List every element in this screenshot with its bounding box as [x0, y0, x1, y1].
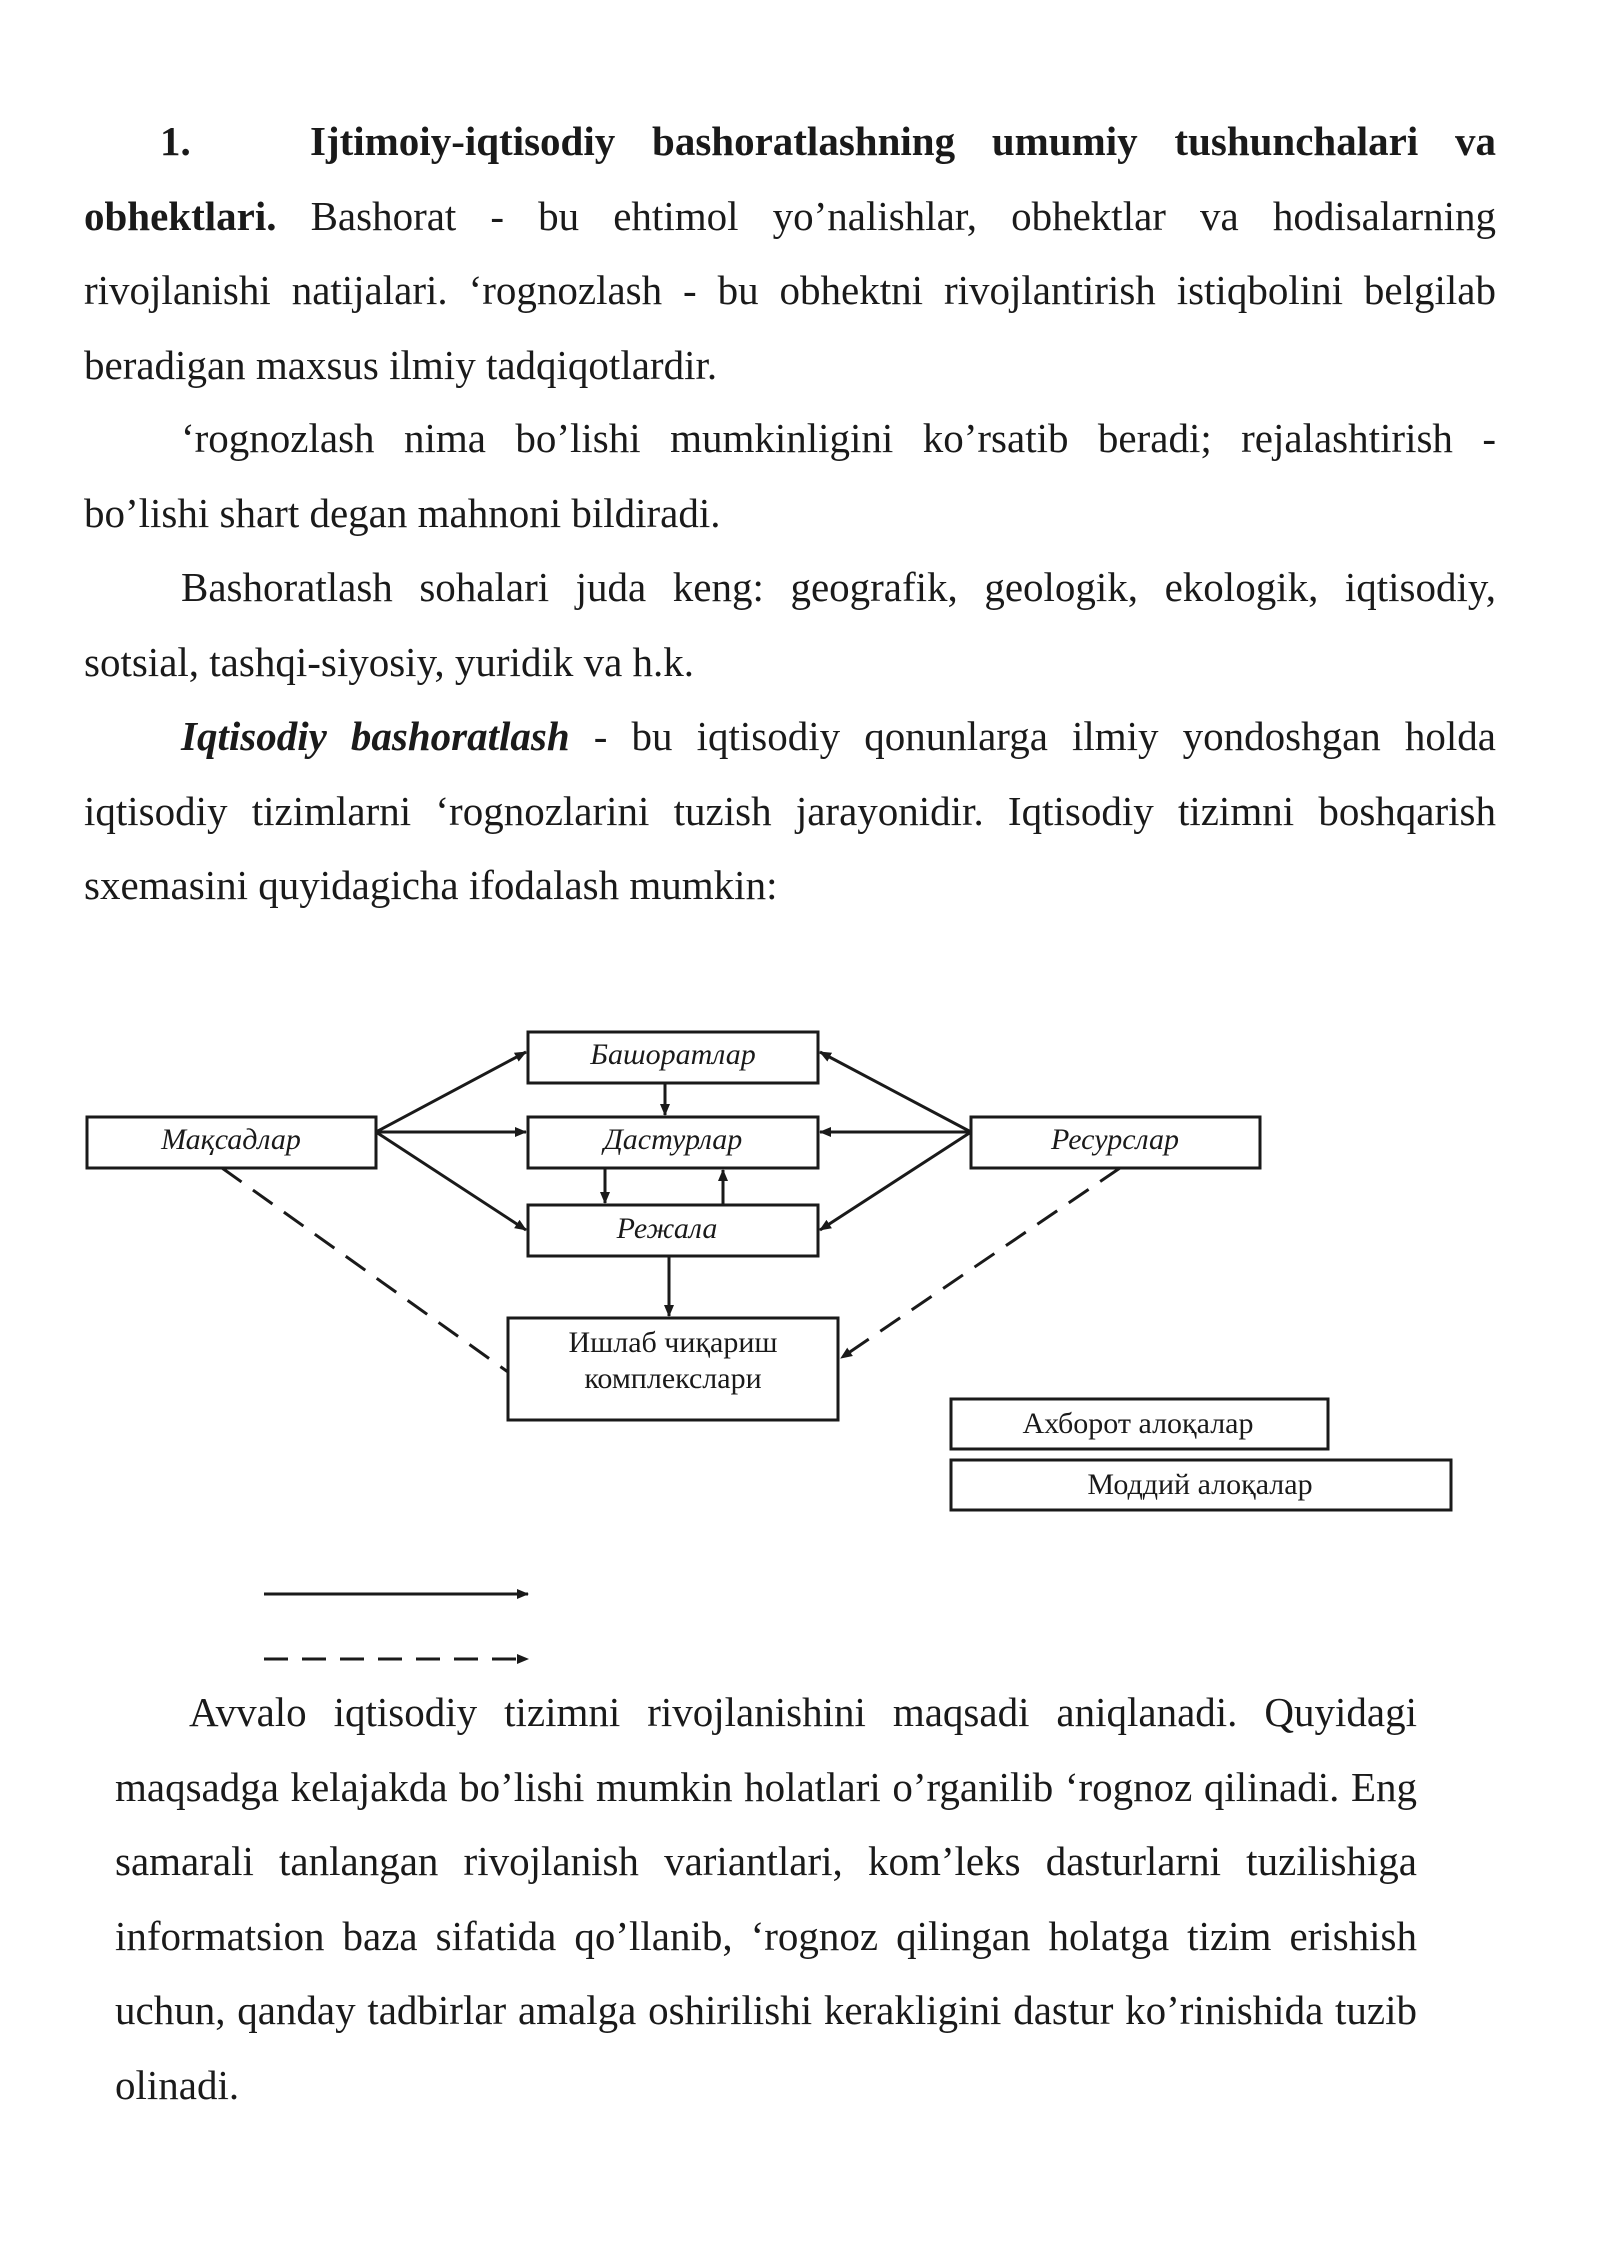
paragraph-forecasting-areas: Bashoratlash sohalari juda keng: geografik, geologik, ekologik, iqtisodiy, sotsial, tashqi-siyosiy, yuridik va h.k.	[84, 564, 1496, 685]
forecasts-label: Башоратлар	[590, 1038, 756, 1071]
resources-label: Ресурслар	[1051, 1123, 1179, 1156]
section-heading: Ijtimoiy-iqtisodiy bashoratlashning umumiy tushunchalari va obhektlari.	[84, 118, 1496, 239]
dashed-resources-to-production	[841, 1168, 1120, 1358]
legend-info-label: Ахборот алоқалар	[1022, 1407, 1254, 1440]
arrow-goals-to-forecasts	[376, 1052, 526, 1132]
paragraph4-text: - bu iqtisodiy qonunlarga ilmiy yondoshgan holda iqtisodiy tizimlarni ‘rognozlarini tuzish jarayonidir. Iqtisodiy tizimni boshqarish sxemasini quyidagicha ifodalash mumkin:	[84, 713, 1496, 908]
section-intro: Bashorat - bu ehtimol yo’nalishlar, obhektlar va hodisalarning rivojlanishi natijalari. ‘rognozlash - bu obhektni rivojlantirish istiqbolini belgilab beradigan maxsus ilmiy tadqiqotlardir.	[84, 192, 1496, 388]
production-label-line2: комплекслари	[584, 1362, 762, 1395]
dashed-goals-production	[222, 1168, 508, 1372]
plan-label: Режала	[616, 1212, 718, 1245]
term-economic-forecasting: Iqtisodiy bashoratlash	[181, 713, 570, 759]
programs-label: Дастурлар	[603, 1123, 743, 1156]
arrow-resources-to-plan	[820, 1132, 971, 1230]
arrow-goals-to-plan	[376, 1132, 526, 1230]
paragraph-forecasting-vs-planning: ‘rognozlash nima bo’lishi mumkinligini ko’rsatib beradi; rejalashtirish - bo’lishi shart degan mahnoni bildiradi.	[84, 415, 1496, 536]
paragraph-goal-definition: Avvalo iqtisodiy tizimni rivojlanishini maqsadi aniqlanadi. Quyidagi maqsadga kelajakda bo’lishi mumkin holatlari o’rganilib ‘rognoz qilinadi. Eng samarali tanlangan rivojlanish variantlari, kom’leks dasturlarni tuzilishiga informatsion baza sifatida qo’llanib, ‘rognoz qilingan holatga tizim erishish uchun, qanday tadbirlar amalga oshirilishi kerakligini dastur ko’rinishida tuzib olinadi.	[115, 1689, 1417, 2108]
goals-label: Мақсадлар	[161, 1123, 301, 1156]
section-number: 1.	[160, 118, 191, 164]
legend-material-label: Моддий алоқалар	[1087, 1468, 1313, 1501]
arrow-resources-to-forecasts	[820, 1052, 971, 1132]
production-label-line1: Ишлаб чиқариш	[568, 1326, 778, 1359]
